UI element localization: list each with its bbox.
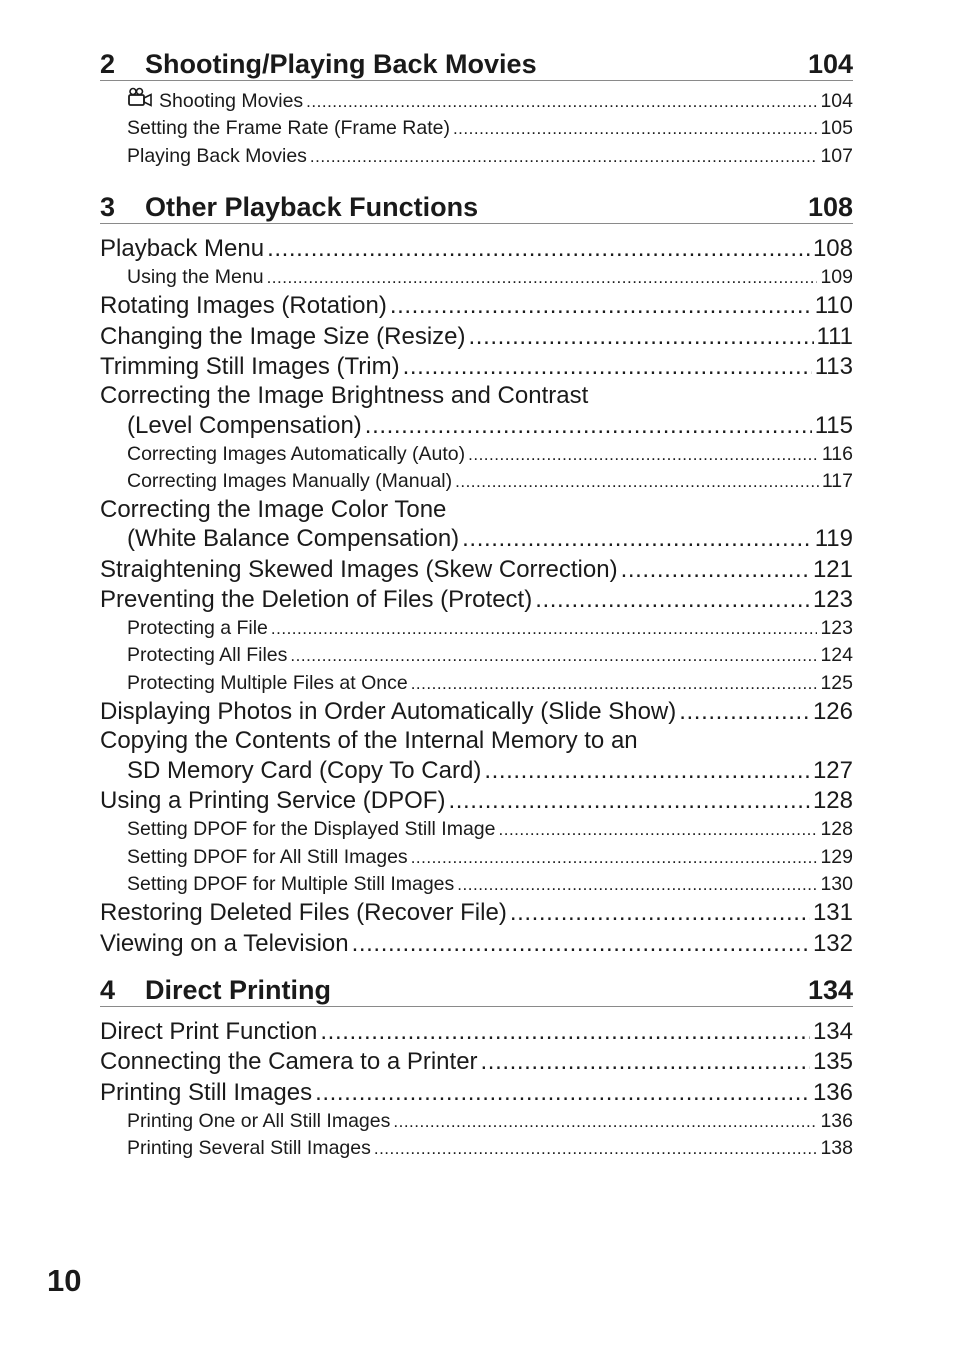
toc-entry-line1: Copying the Contents of the Internal Memory to an [100,727,638,755]
toc-entry[interactable] [100,322,853,352]
toc-entry-page: 115 [814,411,853,439]
leader-dots [499,816,818,843]
toc-entry-text: Viewing on a Television [100,929,349,957]
leader-dots [320,1017,810,1047]
toc-entry-text: Preventing the Deletion of Files (Protect) [100,585,533,613]
toc-subentry[interactable] [100,1135,853,1162]
toc-entry-page: 132 [812,929,853,957]
toc-entry-text: Correcting Images Automatically (Auto) [127,443,466,466]
toc-entry-page: 128 [812,787,853,815]
toc-entry[interactable] [100,496,853,555]
toc-subentry[interactable] [100,615,853,642]
toc-entry-text: Restoring Deleted Files (Recover File) [100,899,507,927]
toc-entry[interactable] [100,555,853,585]
toc-entry-page: 136 [812,1078,853,1106]
toc-entry-row [100,1017,853,1047]
section-title-group [100,191,478,223]
toc-entry-row [100,1078,853,1108]
toc-subentry[interactable] [100,115,853,142]
section-entries [100,234,853,959]
toc-entry-text: Playback Menu [100,234,265,262]
toc-entry-line1: Correcting the Image Color Tone [100,495,447,523]
toc-entry-row [100,1135,853,1162]
toc-entry-text: Printing Still Images [100,1078,313,1106]
toc-entry[interactable] [100,697,853,727]
toc-entry-row [100,264,853,291]
toc-entry-row [100,786,853,816]
toc-entry-page: 107 [820,144,853,167]
toc-subentry[interactable] [100,816,853,843]
toc-entry-page: 116 [821,443,853,466]
leader-dots [679,697,810,727]
toc-entry-text: Playing Back Movies [127,144,307,167]
toc-entry-row [100,929,853,959]
toc-entry-row [100,756,853,786]
toc-entry-row [100,87,853,115]
toc-entry-row [100,411,853,441]
toc-entry-row [100,524,853,554]
toc-entry-page: 123 [820,617,853,640]
toc-entry-row [100,555,853,585]
leader-dots [457,871,817,898]
toc-entry-text: Setting DPOF for Multiple Still Images [127,873,455,896]
toc-entry-text: Using the Menu [127,266,264,289]
toc-entry[interactable] [100,929,853,959]
leader-dots [453,115,818,142]
section-number: 4 [100,974,116,1005]
toc-entry-row [100,1108,853,1135]
section-page: 104 [807,49,853,79]
leader-dots [403,352,812,382]
toc-entry[interactable] [100,352,853,382]
toc-entry-text: Setting DPOF for All Still Images [127,845,408,868]
leader-dots [390,291,812,321]
toc-subentry[interactable] [100,1108,853,1135]
toc-entry[interactable] [100,234,853,264]
toc-entry-text: Trimming Still Images (Trim) [100,353,400,381]
toc-entry-text: Setting the Frame Rate (Frame Rate) [127,117,450,140]
toc-entry-line1: Correcting the Image Brightness and Contrast [100,382,589,410]
toc-entry-page: 117 [821,470,853,493]
toc-entry-page: 130 [820,873,853,896]
section-heading [100,44,853,81]
toc-entry-page: 121 [812,555,853,583]
toc-entry-text: Printing Several Still Images [127,1137,371,1160]
toc-entry[interactable] [100,898,853,928]
toc-entry-text: Protecting a File [127,617,268,640]
toc-entry-row [100,585,853,615]
toc-entry-page: 136 [820,1109,853,1132]
leader-dots [469,322,814,352]
toc-subentry[interactable] [100,844,853,871]
section-number: 2 [100,49,116,79]
toc-entry-page: 125 [820,671,853,694]
toc-entry[interactable] [100,1017,853,1047]
toc-entry-row [100,291,853,321]
toc-entry-page: 119 [814,525,853,553]
toc-entry-text: Changing the Image Size (Resize) [100,322,466,350]
leader-dots [462,524,812,554]
toc-subentry[interactable] [100,670,853,697]
toc-subentry[interactable] [100,264,853,291]
leader-dots [510,898,810,928]
toc-entry-text: Setting DPOF for the Displayed Still Image [127,818,496,841]
toc-entry-text: Using a Printing Service (DPOF) [100,787,446,815]
toc-entry-row [100,697,853,727]
toc-entry-row [100,670,853,697]
section-page: 108 [807,191,853,222]
toc-entry-row [100,352,853,382]
toc-entry-row [100,642,853,669]
toc-entry-text: Rotating Images (Rotation) [100,292,387,320]
toc-entry-row [100,615,853,642]
leader-dots [267,264,818,291]
leader-dots [271,615,818,642]
toc-entry-text: Printing One or All Still Images [127,1109,391,1132]
toc-entry-row [100,898,853,928]
leader-dots [290,642,817,669]
toc-entry-page: 109 [820,266,853,289]
toc-entry-row [100,844,853,871]
section-heading [100,970,853,1007]
toc-entry-page: 127 [812,756,853,784]
toc-subentry[interactable] [100,871,853,898]
toc-entry-text: SD Memory Card (Copy To Card) [127,756,482,784]
toc-entry-text: (Level Compensation) [127,411,362,439]
toc-entry-text: Protecting Multiple Files at Once [127,671,408,694]
section-title-group [100,974,331,1006]
toc-entry-text: Displaying Photos in Order Automatically (Slide Show) [100,698,677,726]
leader-dots [267,234,810,264]
toc-entry-row [100,1047,853,1077]
section-title: Shooting/Playing Back Movies [145,49,537,79]
toc-entry-row [100,441,853,468]
toc-entry-row [100,115,853,142]
toc-entry-row [100,816,853,843]
toc-entry-page: 108 [812,234,853,262]
section-title: Other Playback Functions [145,191,479,222]
leader-dots [352,929,810,959]
toc-subentry[interactable] [100,87,853,115]
leader-dots [535,585,810,615]
leader-dots [374,1135,818,1162]
toc-entry-text: Correcting Images Manually (Manual) [127,470,453,493]
toc-entry-page: 134 [812,1017,853,1045]
leader-dots [306,88,817,115]
page-number: 10 [47,1263,82,1298]
toc-entry-text: Protecting All Files [127,644,288,667]
leader-dots [481,1047,810,1077]
leader-dots [621,555,810,585]
leader-dots [310,143,818,170]
leader-dots [448,786,810,816]
leader-dots [393,1108,817,1135]
toc-entry[interactable] [100,585,853,615]
section-entries [100,87,853,170]
movie-camera-icon [127,87,153,107]
toc-entry[interactable] [100,291,853,321]
toc-entry-page: 131 [812,899,853,927]
toc-entry-page: 135 [812,1048,853,1076]
toc-entry-row [100,871,853,898]
toc-entry-row [100,468,853,495]
toc-entry-page: 105 [820,117,853,140]
toc-entry[interactable] [100,1047,853,1077]
toc-entry-row [100,143,853,170]
toc-entry-page: 124 [820,644,853,667]
toc-entry[interactable] [100,382,853,441]
toc-entry-page: 126 [812,698,853,726]
leader-dots [468,441,819,468]
section-title-group [100,48,537,80]
toc-entry-page: 104 [820,90,853,112]
toc-entry-text: Direct Print Function [100,1017,318,1045]
toc-entry-text: Shooting Movies [159,90,304,112]
toc-entry-page: 110 [814,292,853,320]
toc-entry-text: Connecting the Camera to a Printer [100,1048,478,1076]
toc-entry-text: (White Balance Compensation) [127,525,460,553]
section-title: Direct Printing [145,974,332,1005]
section-heading [100,187,853,224]
leader-dots [411,670,818,697]
toc-entry-page: 138 [820,1137,853,1160]
toc-subentry[interactable] [100,642,853,669]
toc-entry[interactable] [100,786,853,816]
section-page: 134 [807,974,853,1005]
toc-entry-page: 129 [820,845,853,868]
toc-subentry[interactable] [100,441,853,468]
toc-entry-page: 113 [814,353,853,381]
leader-dots [411,844,818,871]
toc-entry-row [100,234,853,264]
toc-entry[interactable] [100,1078,853,1108]
toc-entry-row [100,322,853,352]
toc-entry-text: Straightening Skewed Images (Skew Correction) [100,555,618,583]
section-number: 3 [100,191,116,222]
toc-entry-page: 128 [820,818,853,841]
toc-subentry[interactable] [100,143,853,170]
leader-dots [484,756,810,786]
toc-entry[interactable] [100,727,853,786]
toc-entry-page: 111 [816,322,853,350]
leader-dots [365,411,812,441]
leader-dots [455,468,819,495]
leader-dots [315,1078,810,1108]
toc-subentry[interactable] [100,468,853,495]
section-entries [100,1017,853,1162]
toc-entry-page: 123 [812,585,853,613]
table-of-contents [100,44,853,1162]
